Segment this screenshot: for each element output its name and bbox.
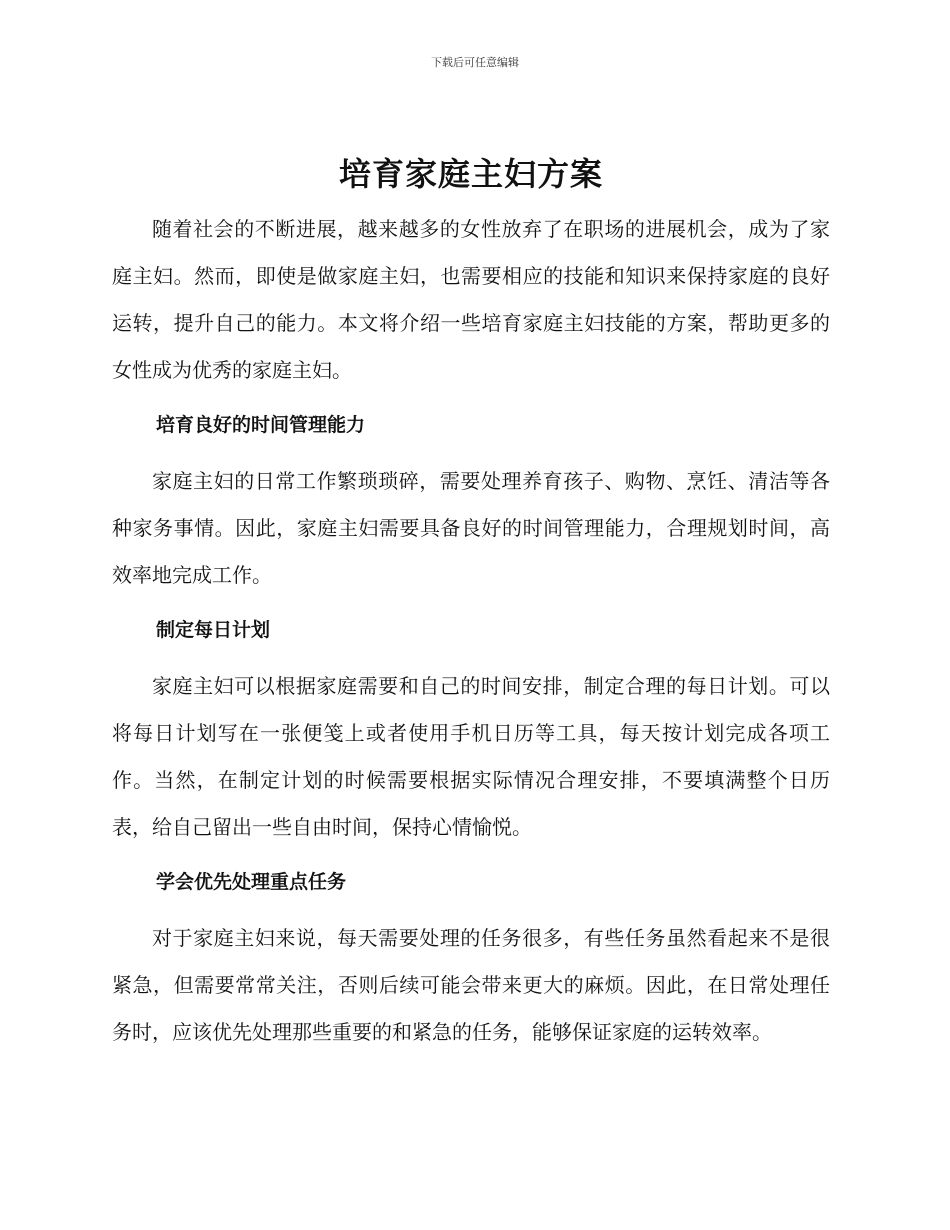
document-title: 培育家庭主妇方案 [338,155,603,193]
section-body-priority-tasks: 对于家庭主妇来说，每天需要处理的任务很多，有些任务虽然看起来不是很紧急，但需要常常关注，否则后续可能会带来更大的麻烦。因此，在日常处理任务时，应该优先处理那些重要的和紧急的任务，能够保证家庭的运转效率。 [112,926,830,1044]
document-body [112,150,830,1056]
section-body-time-management: 家庭主妇的日常工作繁琐琐碎，需要处理养育孩子、购物、烹饪、清洁等各种家务事情。因此，家庭主妇需要具备良好的时间管理能力，合理规划时间，高效率地完成工作。 [112,469,830,587]
intro-paragraph: 随着社会的不断进展，越来越多的女性放弃了在职场的进展机会，成为了家庭主妇。然而，即使是做家庭主妇，也需要相应的技能和知识来保持家庭的良好运转，提升自己的能力。本文将介绍一些培育家庭主妇技能的方案，帮助更多的女性成为优秀的家庭主妇。 [112,217,830,382]
section-body-daily-plan: 家庭主妇可以根据家庭需要和自己的时间安排，制定合理的每日计划。可以将每日计划写在一张便笺上或者使用手机日历等工具，每天按计划完成各项工作。当然，在制定计划的时候需要根据实际情况合理安排，不要填满整个日历表，给自己留出一些自由时间，保持心情愉悦。 [112,674,830,839]
header-note: 下载后可任意编辑 [431,56,519,69]
section-heading-daily-plan: 制定每日计划 [156,619,271,641]
section-heading-time-management: 培育良好的时间管理能力 [156,414,366,436]
section-heading-priority-tasks: 学会优先处理重点任务 [156,871,347,893]
